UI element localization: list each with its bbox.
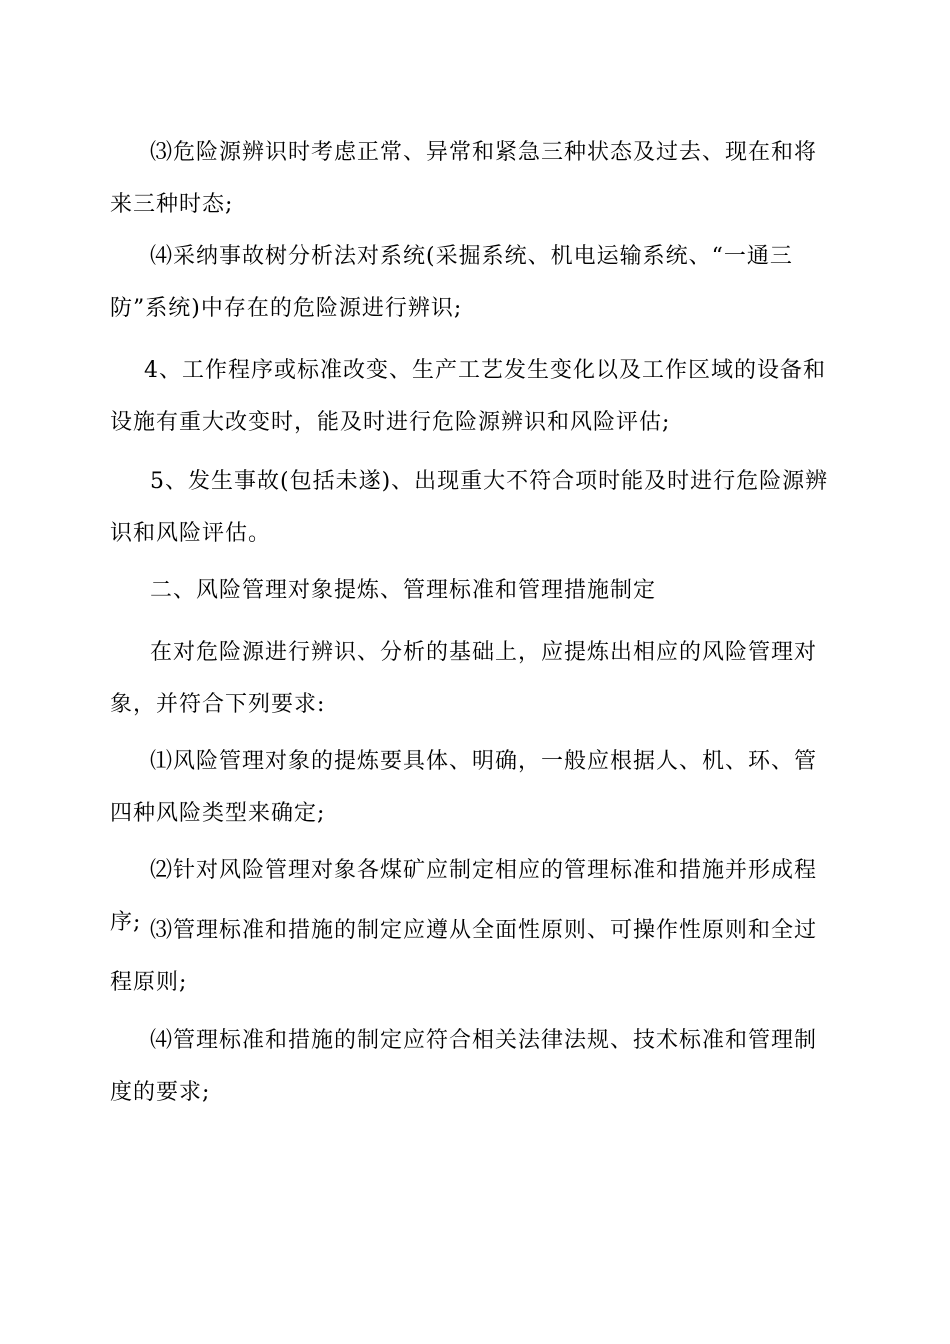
paragraph-item-4: 4、工作程序或标准改变、生产工艺发生变化以及工作区域的设备和设施有重大改变时，能及时进行危险源辨识和风险评估;	[110, 358, 826, 435]
paragraph-item-5: 5、发生事故(包括未遂)、出现重大不符合项时能及时进行危险源辨识和风险评估。	[110, 469, 829, 546]
paragraph-requirements-intro: 在对危险源进行辨识、分析的基础上，应提炼出相应的风险管理对象，并符合下列要求:	[110, 640, 818, 717]
section-heading-2: 二、风险管理对象提炼、管理标准和管理措施制定	[150, 578, 657, 603]
paragraph-requirement-2: ⑵针对风险管理对象各煤矿应制定相应的管理标准和措施并形成程序;	[110, 858, 818, 935]
paragraph-hazard-states: ⑶危险源辨识时考虑正常、异常和紧急三种状态及过去、现在和将来三种时态;	[110, 140, 818, 217]
paragraph-requirement-3: ⑶管理标准和措施的制定应遵从全面性原则、可操作性原则和全过程原则;	[110, 918, 818, 995]
paragraph-requirement-4: ⑷管理标准和措施的制定应符合相关法律法规、技术标准和管理制度的要求;	[110, 1028, 818, 1105]
paragraph-requirement-1: ⑴风险管理对象的提炼要具体、明确，一般应根据人、机、环、管四种风险类型来确定;	[110, 749, 818, 826]
paragraph-fault-tree: ⑷采纳事故树分析法对系统(采掘系统、机电运输系统、“一通三防”系统)中存在的危险源进行辨识;	[110, 244, 793, 321]
